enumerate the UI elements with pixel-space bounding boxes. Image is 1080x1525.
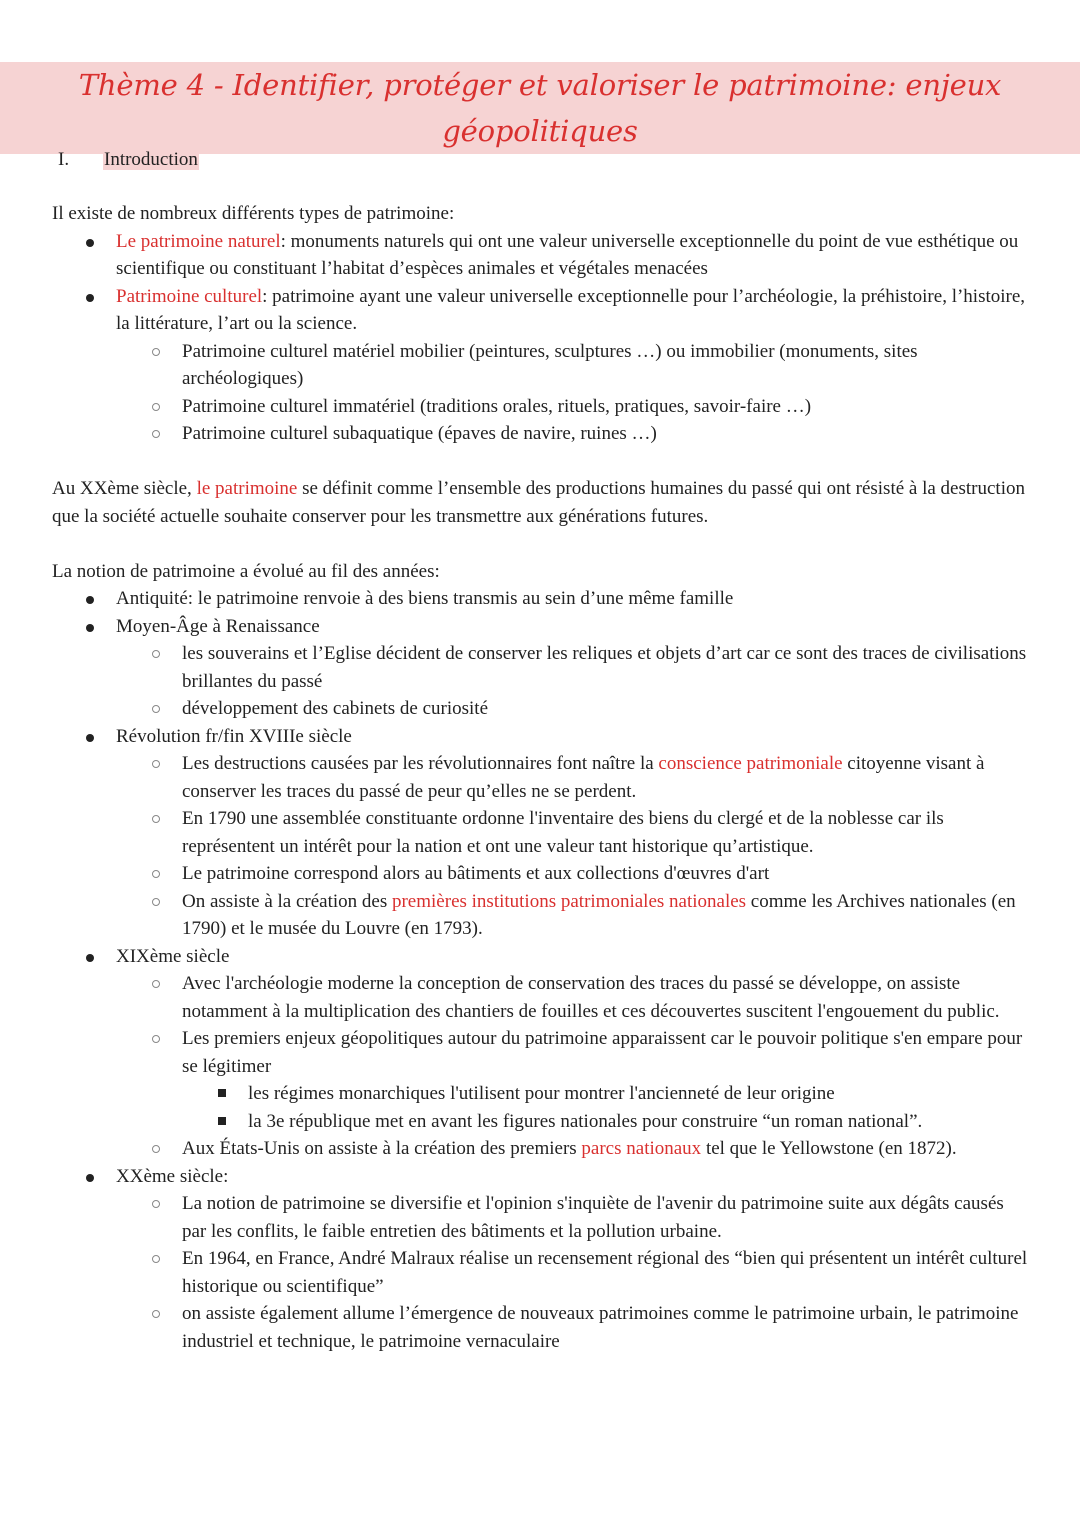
circle-bullet-icon xyxy=(152,1200,160,1208)
list-item: Les destructions causées par les révolutionnaires font naître la conscience patrimoniale citoyenne visant à conserver les traces du passé de peur qu’elles ne se perdent. xyxy=(52,750,1032,805)
section-heading xyxy=(58,146,199,174)
sub-list xyxy=(116,338,1032,448)
sub-list xyxy=(116,970,1032,1163)
list-item: la 3e république met en avant les figures nationales pour construire “un roman national”. xyxy=(52,1108,1032,1136)
list-item: Le patrimoine correspond alors au bâtiments et aux collections d'œuvres d'art xyxy=(52,860,1032,888)
list-item: On assiste à la création des premières institutions patrimoniales nationales comme les Archives nationales (en 1790) et le musée du Louvre (en 1793). xyxy=(52,888,1032,943)
circle-bullet-icon xyxy=(152,1145,160,1153)
list-item: les souverains et l’Eglise décident de conserver les reliques et objets d’art car ce sont des traces de civilisations brillantes du passé xyxy=(52,640,1032,695)
bullet-icon xyxy=(86,734,94,742)
circle-bullet-icon xyxy=(152,1035,160,1043)
page-title: Thème 4 - Identifier, protéger et valoriser le patrimoine: enjeux géopolitiques xyxy=(0,62,1080,154)
sub-list xyxy=(116,750,1032,943)
sub-list xyxy=(116,640,1032,723)
bullet-icon xyxy=(86,624,94,632)
list-item: on assiste également allume l’émergence de nouveaux patrimoines comme le patrimoine urbain, le patrimoine industriel et technique, le patrimoine vernaculaire xyxy=(52,1300,1032,1355)
list-item: Aux États-Unis on assiste à la création des premiers parcs nationaux tel que le Yellowstone (en 1872). xyxy=(52,1135,1032,1163)
circle-bullet-icon xyxy=(152,980,160,988)
square-bullet-icon xyxy=(218,1117,226,1125)
circle-bullet-icon xyxy=(152,348,160,356)
list-item: XXème siècle: La notion de patrimoine se diversifie et l'opinion s'inquiète de l'avenir du patrimoine suite aux dégâts causés par les conflits, le faible entretien des bâtiments et la pollution urbaine. En 1964, en France, André Malraux réalise un recensement régional des “bien qui présentent un intérêt culturel historique ou scientifique” on assiste également allume l’émergence de nouveaux patrimoines comme le patrimoine urbain, le patrimoine industriel et technique, le patrimoine vernaculaire xyxy=(52,1163,1032,1356)
title-wrap xyxy=(0,62,1080,154)
bullet-icon xyxy=(86,1174,94,1182)
circle-bullet-icon xyxy=(152,705,160,713)
term: le patrimoine xyxy=(196,478,298,499)
term: premières institutions patrimoniales nationales xyxy=(391,890,747,912)
list-item: XIXème siècle Avec l'archéologie moderne la conception de conservation des traces du passé se développe, on assiste notamment à la multiplication des chantiers de fouilles et ces découvertes suscitent l'engouement du public. Les premiers enjeux géopolitiques autour du patrimoine apparaissent car le pouvoir politique s'en empare pour se légitimer les régimes monarchiques l'utilisent pour montrer l'ancienneté de leur origine la 3e république met en avant les figures nationales pour construire “un roman national”. Aux États-Unis on assiste à la création des premiers parcs nationaux tel que le Yellowstone (en 1872). xyxy=(52,943,1032,1163)
circle-bullet-icon xyxy=(152,1255,160,1263)
types-intro: Il existe de nombreux différents types de patrimoine: xyxy=(52,203,455,224)
evolution-intro: La notion de patrimoine a évolué au fil des années: xyxy=(52,560,440,582)
bullet-icon xyxy=(86,294,94,302)
sub-sub-list xyxy=(182,1080,1032,1135)
list-item: développement des cabinets de curiosité xyxy=(52,695,1032,723)
circle-bullet-icon xyxy=(152,650,160,658)
list-item: Le patrimoine naturel: monuments naturels qui ont une valeur universelle exceptionnelle du point de vue esthétique ou scientifique ou constituant l’habitat d’espèces animales et végétales menacées xyxy=(52,228,1032,283)
section-label: Introduction xyxy=(104,149,198,170)
list-item: les régimes monarchiques l'utilisent pour montrer l'ancienneté de leur origine xyxy=(52,1080,1032,1108)
term: Patrimoine culturel xyxy=(116,285,263,307)
circle-bullet-icon xyxy=(152,815,160,823)
term: Le patrimoine naturel xyxy=(116,230,281,252)
list-item: La notion de patrimoine se diversifie et l'opinion s'inquiète de l'avenir du patrimoine suite aux dégâts causés par les conflits, le faible entretien des bâtiments et la pollution urbaine. xyxy=(52,1190,1032,1245)
section-number: I. xyxy=(58,149,70,170)
bullet-icon xyxy=(86,954,94,962)
list-item: Patrimoine culturel: patrimoine ayant une valeur universelle exceptionnelle pour l’archéologie, la préhistoire, l’histoire, la littérature, l’art ou la science. Patrimoine culturel matériel mobilier (peintures, sculptures …) ou immobilier (monuments, sites archéologiques) Patrimoine culturel immatériel (traditions orales, rituels, pratiques, savoir-faire …) Patrimoine culturel subaquatique (épaves de navire, ruines …) xyxy=(52,283,1032,448)
content xyxy=(52,200,1032,1355)
bullet-icon xyxy=(86,239,94,247)
bullet-icon xyxy=(86,596,94,604)
square-bullet-icon xyxy=(218,1089,226,1097)
list-item: Révolution fr/fin XVIIIe siècle Les destructions causées par les révolutionnaires font naître la conscience patrimoniale citoyenne visant à conserver les traces du passé de peur qu’elles ne se perdent. En 1790 une assemblée constituante ordonne l'inventaire des biens du clergé et de la noblesse car ils représentent un intérêt pour la nation et ont une valeur tant historique qu’artistique. Le patrimoine correspond alors au bâtiments et aux collections d'œuvres d'art On assiste à la création des premières institutions patrimoniales nationales comme les Archives nationales (en 1790) et le musée du Louvre (en 1793). xyxy=(52,723,1032,943)
sub-list xyxy=(116,1190,1032,1355)
list-item: Patrimoine culturel matériel mobilier (peintures, sculptures …) ou immobilier (monuments, sites archéologiques) xyxy=(52,338,1032,393)
circle-bullet-icon xyxy=(152,870,160,878)
list-item: En 1964, en France, André Malraux réalise un recensement régional des “bien qui présentent un intérêt culturel historique ou scientifique” xyxy=(52,1245,1032,1300)
circle-bullet-icon xyxy=(152,898,160,906)
evolution-list xyxy=(52,585,1032,1355)
list-item: Moyen-Âge à Renaissance les souverains et l’Eglise décident de conserver les reliques et objets d’art car ce sont des traces de civilisations brillantes du passé développement des cabinets de curiosité xyxy=(52,613,1032,723)
term: conscience patrimoniale xyxy=(658,753,843,774)
list-item: Antiquité: le patrimoine renvoie à des biens transmis au sein d’une même famille xyxy=(52,585,1032,613)
circle-bullet-icon xyxy=(152,760,160,768)
types-list xyxy=(52,228,1032,448)
list-item: Avec l'archéologie moderne la conception de conservation des traces du passé se développe, on assiste notamment à la multiplication des chantiers de fouilles et ces découvertes suscitent l'engouement du public. xyxy=(52,970,1032,1025)
list-item: Patrimoine culturel subaquatique (épaves de navire, ruines …) xyxy=(52,420,1032,448)
term: parcs nationaux xyxy=(581,1138,702,1159)
list-item: En 1790 une assemblée constituante ordonne l'inventaire des biens du clergé et de la noblesse car ils représentent un intérêt pour la nation et ont une valeur tant historique qu’artistique. xyxy=(52,805,1032,860)
definition-paragraph: Au XXème siècle, le patrimoine se définit comme l’ensemble des productions humaines du passé qui ont résisté à la destruction que la société actuelle souhaite conserver pour les transmettre aux générations futures. xyxy=(52,478,1025,527)
list-item: Les premiers enjeux géopolitiques autour du patrimoine apparaissent car le pouvoir politique s'en empare pour se légitimer les régimes monarchiques l'utilisent pour montrer l'ancienneté de leur origine la 3e république met en avant les figures nationales pour construire “un roman national”. xyxy=(52,1025,1032,1135)
circle-bullet-icon xyxy=(152,403,160,411)
list-item: Patrimoine culturel immatériel (traditions orales, rituels, pratiques, savoir-faire …) xyxy=(52,393,1032,421)
circle-bullet-icon xyxy=(152,1310,160,1318)
circle-bullet-icon xyxy=(152,430,160,438)
